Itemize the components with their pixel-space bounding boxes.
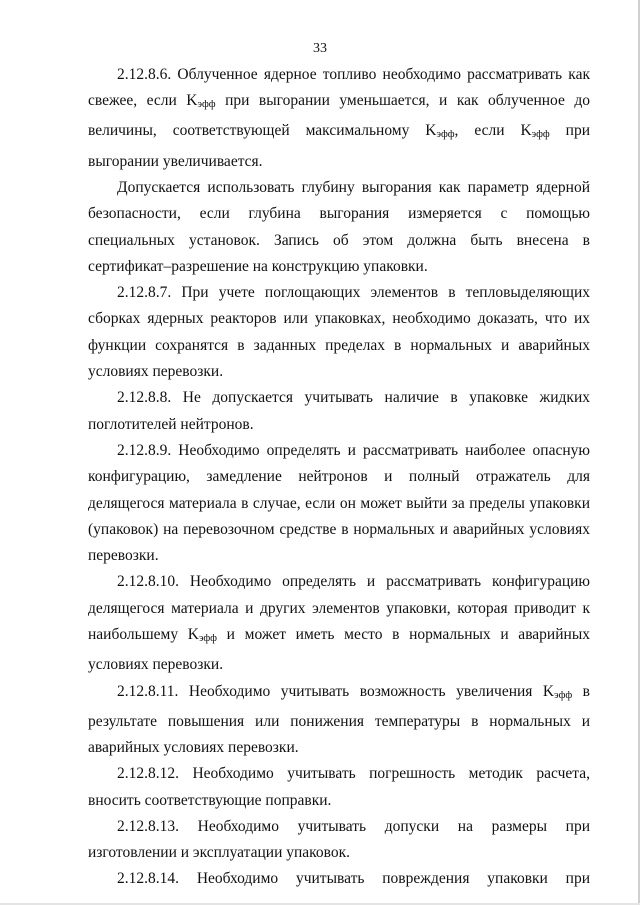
- paragraph-text: при выгорании уменьшается, и как облученное до величины, соответствующей максимальному K: [88, 92, 591, 140]
- k-eff-subscript: эфф: [436, 129, 455, 141]
- paragraph-text: в результате повышения или понижения температуры в нормальных и аварийных условиях перевозки.: [88, 682, 590, 756]
- k-eff-subscript: эфф: [198, 632, 217, 644]
- paragraph-text: при выгорании увеличивается.: [88, 122, 591, 170]
- paragraph-2-12-8-6: [88, 62, 590, 175]
- paragraph-2-12-8-11: [88, 679, 590, 762]
- paragraph-2-12-8-12: 2.12.8.12. Необходимо учитывать погрешность методик расчета, вносить соответствующие поправки.: [88, 765, 590, 809]
- paragraph-text: 2.12.8.10. Необходимо определять и рассматривать конфигурацию делящегося материала и других элементов упаковки, которая приводит к наибольшему K: [88, 573, 590, 644]
- paragraph-text: 2.12.8.6. Облученное ядерное топливо необходимо рассматривать как свежее, если K: [88, 66, 590, 110]
- paragraph-2-12-8-10: [88, 569, 590, 678]
- paragraph-2-12-8-14: 2.12.8.14. Необходимо учитывать повреждения упаковки при: [117, 870, 590, 888]
- k-eff-subscript: эфф: [197, 99, 216, 111]
- k-eff-subscript: эфф: [554, 689, 573, 701]
- paragraph-2-12-8-7: 2.12.8.7. При учете поглощающих элементов в тепловыделяющих сборках ядерных реакторов или упаковках, необходимо доказать, что их функции сохранятся в заданных пределах в нормальных и аварийных условиях перевозки.: [88, 284, 590, 381]
- page-number: 33: [313, 41, 327, 56]
- paragraph-text: и может иметь место в нормальных и аварийных условиях перевозки.: [88, 626, 590, 674]
- paragraph-2-12-8-9: 2.12.8.9. Необходимо определять и рассматривать наиболее опасную конфигурацию, замедление нейтронов и полный отражатель для делящегося материала в случае, если он может выйти за пределы упаковки (упаковок) на перевозочном средстве в нормальных и аварийных условиях перевозки.: [88, 441, 590, 565]
- paragraph-2-12-8-8: 2.12.8.8. Не допускается учитывать наличие в упаковке жидких поглотителей нейтронов.: [88, 389, 590, 433]
- document-body: [88, 62, 590, 893]
- paragraph-burnup: Допускается использовать глубину выгорания как параметр ядерной безопасности, если глубина выгорания измеряется с помощью специальных установок. Запись об этом должна быть внесена в сертификат–разрешение на конструкцию упаковки.: [88, 178, 590, 275]
- paragraph-text: , если K: [454, 122, 532, 140]
- paragraph-2-12-8-13: 2.12.8.13. Необходимо учитывать допуски на размеры при изготовлении и эксплуатации упаковок.: [88, 817, 590, 862]
- k-eff-subscript: эфф: [531, 129, 550, 141]
- paragraph-text: 2.12.8.11. Необходимо учитывать возможность увеличения K: [117, 682, 555, 700]
